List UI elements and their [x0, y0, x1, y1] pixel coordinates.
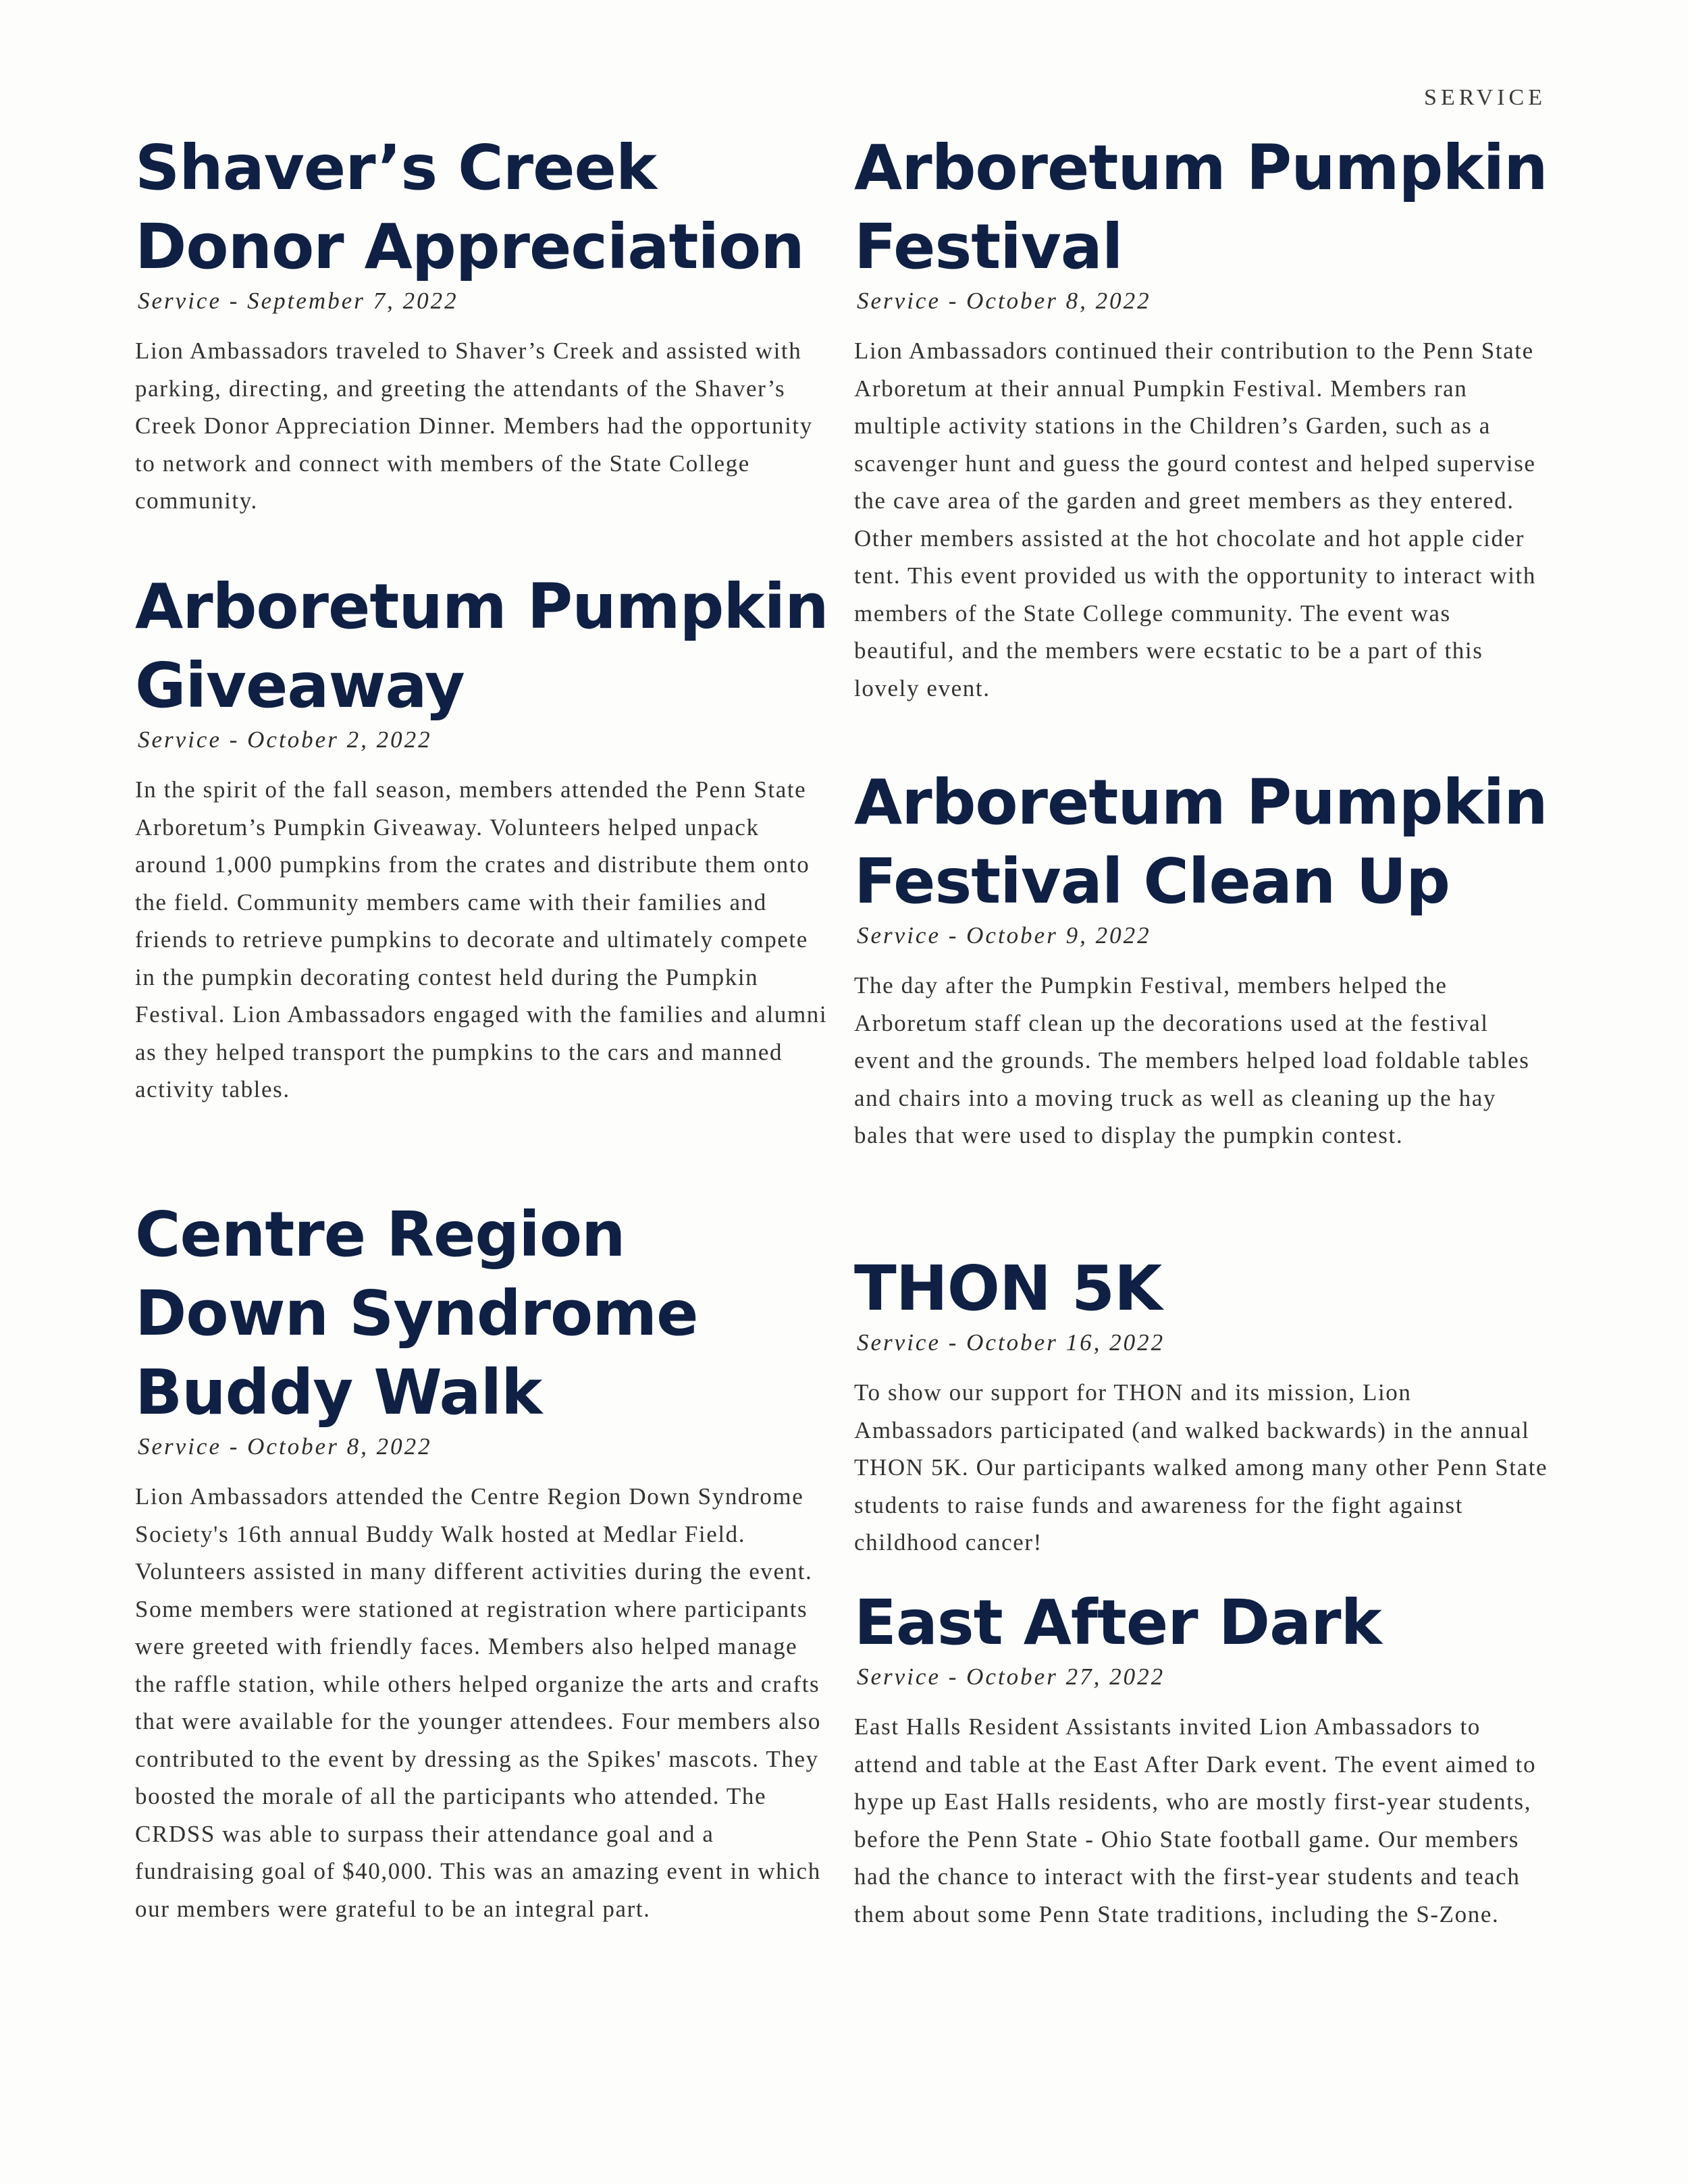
article-title: Arboretum Pumpkin Festival [854, 132, 1548, 283]
article-meta: Service - October 8, 2022 [857, 288, 1151, 314]
article-festival-clean-up [854, 763, 1550, 1154]
article-body: In the spirit of the fall season, members attended the Penn State Arboretum’s Pumpkin Giveaway. Volunteers helped unpack around 1,000 pumpkins from the crates and distribute them onto the field. Community members came with their families and friends to retrieve pumpkins to decorate and ultimately compete in the pumpkin decorating contest held during the Pumpkin Festival. Lion Ambassadors engaged with the families and alumni as they helped transport the pumpkins to the cars and manned activity tables. [135, 776, 828, 1102]
article-title: Arboretum Pumpkin Festival Clean Up [854, 766, 1548, 917]
article-buddy-walk [135, 1195, 830, 1927]
page-section-label: SERVICE [1424, 85, 1546, 110]
article-pumpkin-giveaway [135, 567, 830, 1109]
article-title: Shaver’s Creek Donor Appreciation [135, 132, 804, 283]
article-body: To show our support for THON and its mission, Lion Ambassadors participated (and walked backwards) in the annual THON 5K. Our participants walked among many other Penn State students to raise funds and awareness for the fight against childhood cancer! [854, 1379, 1548, 1555]
article-body: East Halls Resident Assistants invited Lion Ambassadors to attend and table at the East After Dark event. The event aimed to hype up East Halls residents, who are mostly first-year students, before the Penn State - Ohio State football game. Our members had the chance to interact with the first-year students and teach them about some Penn State traditions, including the S-Zone. [854, 1713, 1537, 1927]
article-shavers-creek [135, 128, 830, 520]
article-body: Lion Ambassadors continued their contribution to the Penn State Arboretum at their annual Pumpkin Festival. Members ran multiple activity stations in the Children’s Garden, such as a scavenger hunt and guess the gourd contest and helped supervise the cave area of the garden and greet members as they entered. Other members assisted at the hot chocolate and hot apple cider tent. This event provided us with the opportunity to interact with members of the State College community. The event was beautiful, and the members were ecstatic to be a part of this lovely event. [854, 338, 1536, 701]
article-east-after-dark [854, 1583, 1550, 1933]
article-thon-5k [854, 1249, 1550, 1562]
article-title: THON 5K [854, 1252, 1162, 1325]
article-body: The day after the Pumpkin Festival, members helped the Arboretum staff clean up the decorations used at the festival event and the grounds. The members helped load foldable tables and chairs into a moving truck as well as cleaning up the hay bales that were used to display the pumpkin contest. [854, 972, 1530, 1148]
article-meta: Service - October 27, 2022 [857, 1663, 1165, 1690]
article-title: Centre Region Down Syndrome Buddy Walk [135, 1198, 698, 1429]
article-meta: Service - October 8, 2022 [138, 1433, 432, 1460]
article-meta: Service - October 16, 2022 [857, 1329, 1165, 1356]
article-body: Lion Ambassadors traveled to Shaver’s Creek and assisted with parking, directing, and greeting the attendants of the Shaver’s Creek Donor Appreciation Dinner. Members had the opportunity to network and connect with members of the State College community. [135, 338, 813, 514]
article-meta: Service - September 7, 2022 [138, 288, 458, 314]
article-title: Arboretum Pumpkin Giveaway [135, 570, 828, 722]
article-pumpkin-festival [854, 128, 1550, 707]
article-meta: Service - October 2, 2022 [138, 726, 432, 753]
article-body: Lion Ambassadors attended the Centre Region Down Syndrome Society's 16th annual Buddy Walk hosted at Medlar Field. Volunteers assisted in many different activities during the event. Some members were stationed at registration where participants were greeted with friendly faces. Members also helped manage the raffle station, while others helped organize the arts and crafts that were available for the younger attendees. Four members also contributed to the event by dressing as the Spikes' mascots. They boosted the morale of all the participants who attended. The CRDSS was able to surpass their attendance goal and a fundraising goal of $40,000. This was an amazing event in which our members were grateful to be an integral part. [135, 1483, 821, 1922]
article-title: East After Dark [854, 1587, 1381, 1659]
article-meta: Service - October 9, 2022 [857, 922, 1151, 949]
